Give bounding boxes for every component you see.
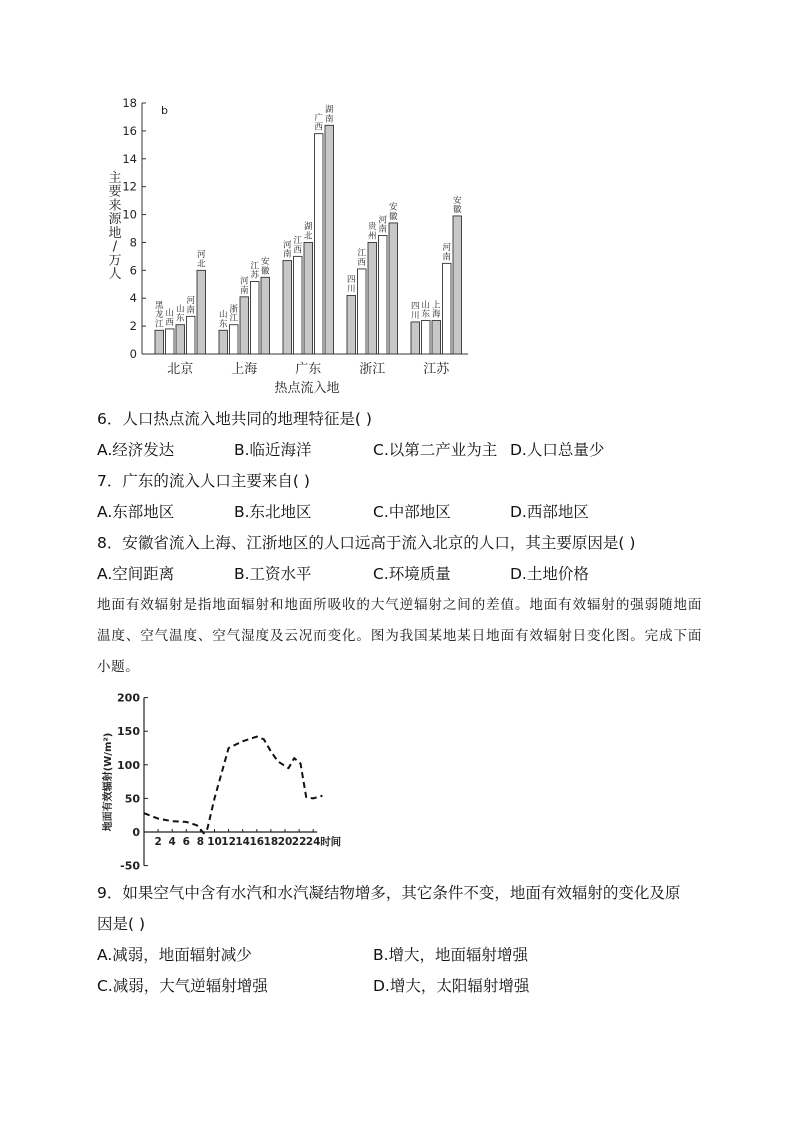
x-tick-label: 12 xyxy=(221,836,236,848)
bar-label: 江西 xyxy=(293,236,303,256)
question-7-stem: 7．广东的流入人口主要来自( ) xyxy=(97,472,310,490)
y-tick-label: 50 xyxy=(124,792,140,806)
bar-label: 贵州 xyxy=(367,222,377,242)
bar-label: 上海 xyxy=(431,300,441,320)
question-6-stem: 6．人口热点流入地共同的地理特征是( ) xyxy=(97,410,372,428)
x-tick-label: 20 xyxy=(277,836,293,848)
bar-label: 湖北 xyxy=(303,222,313,242)
group-label: 江苏 xyxy=(423,362,450,377)
bar-label: 湖南 xyxy=(324,105,334,125)
x-tick-label: 8 xyxy=(196,836,205,848)
bar xyxy=(283,261,292,354)
bar xyxy=(358,269,367,354)
y-tick-label: 4 xyxy=(129,291,137,306)
x-tick-label: 14 xyxy=(235,836,251,848)
bar-label: 四川 xyxy=(410,301,420,321)
bar xyxy=(166,329,175,354)
q9-option-d[interactable]: D.增大，太阳辐射增强 xyxy=(373,977,530,995)
bar xyxy=(432,321,441,354)
question-9-stem-line2: 因是( ) xyxy=(97,915,146,933)
bar-label: 河南 xyxy=(378,215,388,235)
y-tick-label: 2 xyxy=(129,319,137,334)
x-axis-label: 热点流入地 xyxy=(274,381,340,396)
y-tick-label: 150 xyxy=(117,725,140,739)
passage-effective-radiation: 地面有效辐射是指地面辐射和地面所吸收的大气逆辐射之间的差值。地面有效辐射的强弱随地面温度、空气温度、空气湿度及云况而变化。图为我国某地某日地面有效辐射日变化图。完成下面小题。 xyxy=(97,597,702,675)
q7-option-d[interactable]: D.西部地区 xyxy=(510,503,589,521)
y-tick-label: -50 xyxy=(120,859,140,873)
q9-option-b[interactable]: B.增大，地面辐射增强 xyxy=(373,946,529,964)
bar xyxy=(261,277,270,354)
bar-label: 河南 xyxy=(282,240,292,260)
bar xyxy=(219,330,228,354)
y-tick-label: 8 xyxy=(129,235,137,250)
q6-option-d[interactable]: D.人口总量少 xyxy=(510,441,605,459)
bar xyxy=(389,223,398,354)
bar xyxy=(251,281,260,354)
y-tick-label: 0 xyxy=(129,347,137,361)
bar xyxy=(294,256,303,354)
bar-label: 安徽 xyxy=(388,202,398,222)
group-label: 北京 xyxy=(167,362,194,377)
q6-option-c[interactable]: C.以第二产业为主 xyxy=(373,441,498,459)
group-label: 上海 xyxy=(231,362,258,377)
bar xyxy=(197,270,206,354)
series-line-effective-radiation xyxy=(144,737,322,834)
q8-option-b[interactable]: B.工资水平 xyxy=(234,565,312,583)
q6-option-b[interactable]: B.临近海洋 xyxy=(234,441,312,459)
bar xyxy=(411,322,420,354)
x-tick-label: 4 xyxy=(168,836,176,848)
bar xyxy=(368,242,377,354)
bar-label: 江西 xyxy=(357,248,367,268)
bar-label: 安徽 xyxy=(452,195,462,215)
bar xyxy=(230,325,239,354)
x-tick-label: 6 xyxy=(182,836,190,848)
q6-option-a[interactable]: A.经济发达 xyxy=(97,441,175,459)
y-tick-label: 0 xyxy=(132,826,140,839)
bar-label: 河南 xyxy=(186,296,196,316)
x-tick-label: 22 xyxy=(291,836,307,848)
bar-label: 江苏 xyxy=(250,261,260,281)
y-tick-label: 10 xyxy=(122,207,137,222)
bar-label: 山东 xyxy=(175,304,185,324)
bar xyxy=(379,235,388,354)
bar-label: 河南 xyxy=(442,243,452,263)
bar-label: 广西 xyxy=(314,113,324,133)
bar xyxy=(155,330,164,354)
q9-option-a[interactable]: A.减弱，地面辐射减少 xyxy=(97,946,252,964)
q7-option-c[interactable]: C.中部地区 xyxy=(373,503,451,521)
bar-label: 四川 xyxy=(346,275,356,295)
q8-option-d[interactable]: D.土地价格 xyxy=(510,565,589,583)
q7-option-a[interactable]: A.东部地区 xyxy=(97,503,175,521)
group-label: 广东 xyxy=(295,362,322,377)
q8-option-c[interactable]: C.环境质量 xyxy=(373,565,451,583)
bar-label: 浙江 xyxy=(229,304,239,324)
bar xyxy=(347,295,356,354)
q9-option-c[interactable]: C.减弱，大气逆辐射增强 xyxy=(97,977,268,995)
question-9-stem-line1: 9．如果空气中含有水汽和水汽凝结物增多，其它条件不变，地面有效辐射的变化及原 xyxy=(97,884,681,902)
y-tick-label: 16 xyxy=(122,123,137,138)
x-tick-label: 10 xyxy=(207,836,222,848)
bar-label: 山东 xyxy=(421,300,431,320)
bar xyxy=(422,321,431,354)
bar-label: 山西 xyxy=(165,308,175,328)
y-tick-label: 200 xyxy=(117,691,140,705)
x-axis-label: 时间 xyxy=(320,836,342,848)
bar-label: 河北 xyxy=(196,250,206,270)
bar-label: 黑龙江 xyxy=(154,300,164,330)
population-source-bar-chart xyxy=(95,92,475,402)
bar xyxy=(315,134,324,354)
panel-label: b xyxy=(161,104,168,117)
bar xyxy=(453,216,462,354)
y-tick-label: 6 xyxy=(129,263,137,278)
y-axis-label: 地面有效辐射(W/m²) xyxy=(103,732,114,832)
y-tick-label: 18 xyxy=(122,96,137,110)
bar xyxy=(304,242,313,354)
bar-label: 安徽 xyxy=(260,257,270,277)
x-tick-label: 24 xyxy=(305,836,321,848)
bar xyxy=(176,325,185,354)
group-label: 浙江 xyxy=(359,362,386,377)
bar xyxy=(443,263,452,354)
x-tick-label: 18 xyxy=(263,836,279,848)
bar xyxy=(240,297,249,354)
y-tick-label: 14 xyxy=(122,151,137,166)
y-tick-label: 100 xyxy=(117,758,140,772)
y-axis-label: 主要来源地/万人 xyxy=(108,171,122,282)
x-tick-label: 2 xyxy=(154,836,162,848)
q7-option-b[interactable]: B.东北地区 xyxy=(234,503,312,521)
bar xyxy=(325,125,334,354)
bar xyxy=(187,316,196,354)
bar-label: 山东 xyxy=(218,310,228,330)
bar-label: 河南 xyxy=(239,276,249,296)
effective-radiation-line-chart xyxy=(100,688,410,873)
q8-option-a[interactable]: A.空间距离 xyxy=(97,565,175,583)
x-tick-label: 16 xyxy=(249,836,265,848)
y-tick-label: 12 xyxy=(122,179,137,194)
question-8-stem: 8．安徽省流入上海、江浙地区的人口远高于流入北京的人口，其主要原因是( ) xyxy=(97,534,636,552)
